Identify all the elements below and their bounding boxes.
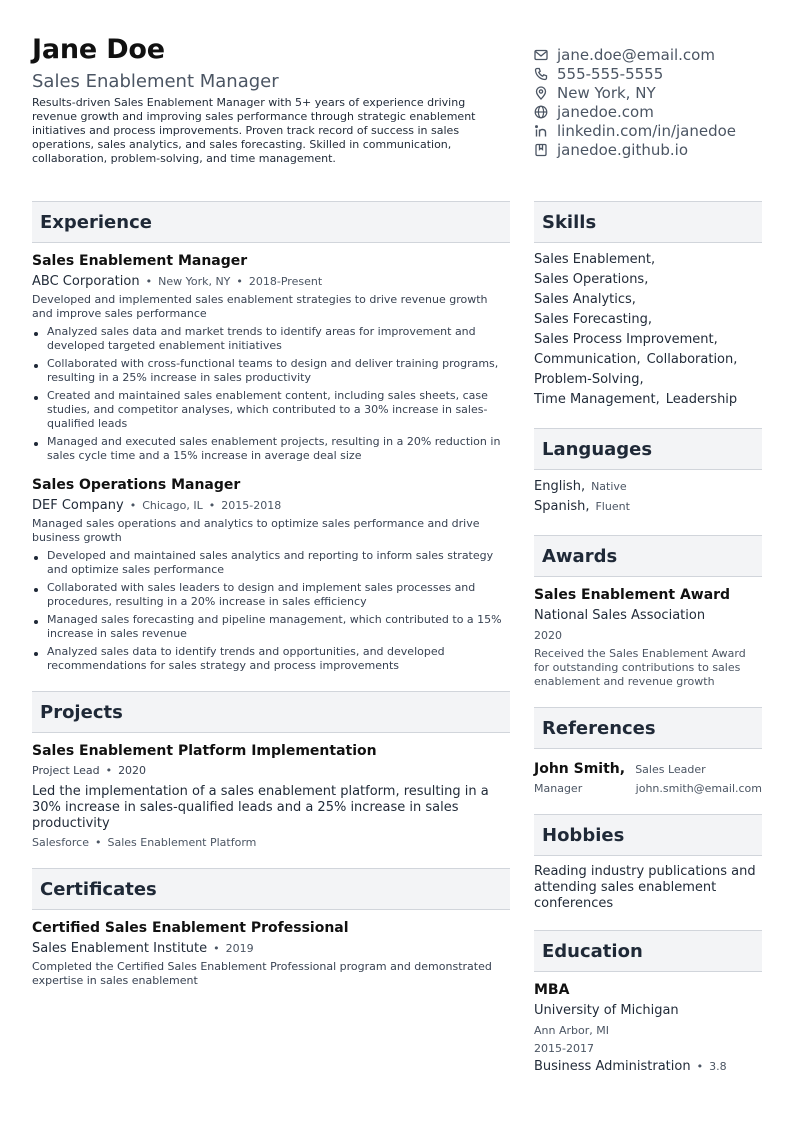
education-field-row [534,1058,762,1076]
separator-dot: • [236,275,243,288]
education-gpa: 3.8 [709,1060,727,1073]
education-section [534,930,762,1076]
certificate-meta [32,940,510,958]
skill-row [534,250,762,270]
experience-section [32,201,510,673]
contact-website[interactable] [534,102,762,121]
skill-item: Communication, [534,352,641,367]
award-description: Received the Sales Enablement Award for outstanding contributions to sales enablement and revenue growth [534,647,746,688]
language-name: Spanish, [534,499,590,514]
contact-list [534,45,762,166]
languages-section [534,428,762,517]
left-column [32,201,510,1094]
contact-phone-text: 555-555-5555 [557,64,664,83]
awards-heading: Awards [534,535,762,577]
bookmark-page-icon [534,143,548,157]
resume-body [32,201,762,1094]
job-location: Chicago, IL [142,499,203,512]
skills-heading: Skills [534,201,762,243]
contact-email[interactable] [534,45,762,64]
project-keyword: Salesforce [32,836,89,849]
languages-list [534,477,762,517]
job-dates: 2018-Present [248,275,323,288]
separator-dot: • [213,942,220,955]
job-bullets [32,549,510,673]
mail-icon [534,48,548,62]
skills-list [534,250,762,410]
job-title: Sales Operations Manager [32,477,241,493]
education-heading: Education [534,930,762,972]
education-entry [534,981,762,1076]
resume-header [32,34,762,166]
education-degree: MBA [534,982,570,998]
skill-row [534,290,762,310]
phone-icon [534,67,548,81]
experience-entry [32,252,510,463]
project-year: 2020 [118,764,147,777]
job-summary: Developed and implemented sales enablement strategies to drive revenue growth and improve sales performance [32,293,488,320]
linkedin-icon [534,124,548,138]
award-entry [534,586,762,689]
candidate-name: Jane Doe [32,34,165,65]
project-description: Led the implementation of a sales enablement platform, resulting in a 30% increase in sales-qualified leads and a 25% increase in sales productivity [32,784,489,831]
right-column [534,201,762,1094]
certificates-heading: Certificates [32,868,510,910]
contact-linkedin-text[interactable]: linkedin.com/in/janedoe [557,121,737,140]
languages-heading: Languages [534,428,762,470]
bullet-item: Collaborated with sales leaders to design and implement sales processes and procedures, resulting in a 20% increase in sales efficiency [32,581,510,609]
projects-section [32,691,510,850]
skill-row [534,390,762,410]
contact-location [534,83,762,102]
references-heading: References [534,707,762,749]
language-item [534,477,762,497]
job-company: DEF Company [32,498,124,513]
resume-page [32,34,762,1094]
contact-phone[interactable] [534,64,762,83]
header-left [32,34,510,166]
bullet-item: Analyzed sales data and market trends to identify areas for improvement and developed targeted enablement initiatives [32,325,510,353]
contact-email-text[interactable]: jane.doe@email.com [557,45,715,64]
bullet-item: Collaborated with cross-functional teams to design and deliver training programs, resulting in a 25% increase in sales productivity [32,357,510,385]
project-keywords [32,836,510,850]
project-role: Project Lead [32,764,100,777]
bullet-item: Analyzed sales data to identify trends and opportunities, and developed recommendations for sales strategy and process improvements [32,645,510,673]
certificate-entry [32,919,510,988]
experience-entry [32,476,510,673]
contact-github-text[interactable]: janedoe.github.io [557,140,689,159]
project-entry [32,742,510,850]
award-organization: National Sales Association [534,608,706,623]
language-item [534,497,762,517]
education-dates: 2015-2017 [534,1042,594,1055]
separator-dot: • [105,764,113,777]
globe-icon [534,105,548,119]
award-title: Sales Enablement Award [534,587,731,603]
skill-row [534,310,762,330]
certificate-issuer: Sales Enablement Institute [32,941,208,956]
language-level: Native [591,480,627,493]
skill-item: Collaboration, [646,352,738,367]
reference-header [534,758,762,778]
job-company: ABC Corporation [32,274,140,289]
projects-heading: Projects [32,691,510,733]
bullet-item: Managed sales forecasting and pipeline management, which contributed to a 15% increase in sales revenue [32,613,510,641]
job-title: Sales Enablement Manager [32,253,248,269]
bullet-item: Developed and maintained sales analytics and reporting to inform sales strategy and optimize sales performance [32,549,510,577]
skill-item: Sales Enablement, [534,252,656,267]
reference-details [534,782,762,796]
separator-dot: • [94,836,102,849]
separator-dot: • [145,275,153,288]
skill-row [534,370,762,390]
education-location: Ann Arbor, MI [534,1024,609,1037]
contact-website-text[interactable]: janedoe.com [557,102,654,121]
job-location: New York, NY [158,275,231,288]
separator-dot: • [129,499,137,512]
skill-item: Leadership [665,392,738,407]
project-keyword: Sales Enablement Platform [107,836,257,849]
hobbies-text: Reading industry publications and attending sales enablement conferences [534,864,756,911]
job-meta [32,497,510,515]
separator-dot: • [696,1060,704,1073]
job-summary: Managed sales operations and analytics to optimize sales performance and drive business growth [32,517,480,544]
skill-row [534,350,762,370]
certificate-description: Completed the Certified Sales Enablement Professional program and demonstrated expertise in sales enablement [32,960,492,987]
contact-github[interactable] [534,140,762,159]
certificate-year: 2019 [225,942,254,955]
awards-section [534,535,762,689]
reference-email[interactable]: john.smith@email.com [635,782,762,795]
skill-item: Sales Process Improvement, [534,332,718,347]
skill-row [534,270,762,290]
skills-section [534,201,762,410]
contact-location-text: New York, NY [557,83,656,102]
reference-name: John Smith, [534,761,626,777]
hobbies-section [534,814,762,912]
language-level: Fluent [595,500,630,513]
project-title: Sales Enablement Platform Implementation [32,743,377,759]
hobbies-heading: Hobbies [534,814,762,856]
bullet-item: Managed and executed sales enablement projects, resulting in a 20% reduction in sales cycle time and a 15% increase in average deal size [32,435,510,463]
reference-position: Sales Leader [635,763,706,776]
project-meta [32,762,510,780]
bullet-item: Created and maintained sales enablement content, including sales sheets, case studies, and competitor analyses, which contributed to a 30% increase in sales-qualified leads [32,389,510,431]
skill-item: Time Management, [534,392,660,407]
skill-item: Problem-Solving, [534,372,644,387]
job-dates: 2015-2018 [221,499,282,512]
references-section [534,707,762,796]
award-year: 2020 [534,629,562,642]
education-school: University of Michigan [534,1003,679,1018]
skill-row [534,330,762,350]
language-name: English, [534,479,586,494]
candidate-summary: Results-driven Sales Enablement Manager with 5+ years of experience driving revenue growth and improving sales performance through strategic enablement initiatives and process improvements. Proven track record of success in sales operations, sales analytics, and sales forecasting. Skilled in communication, collaboration, problem-solving, and time management. [32,96,476,165]
contact-linkedin[interactable] [534,121,762,140]
reference-entry [534,758,762,796]
skill-item: Sales Operations, [534,272,649,287]
certificates-section [32,868,510,988]
map-pin-icon [534,86,548,100]
education-field: Business Administration [534,1059,691,1074]
skill-item: Sales Forecasting, [534,312,652,327]
experience-heading: Experience [32,201,510,243]
certificate-title: Certified Sales Enablement Professional [32,920,349,936]
skill-item: Sales Analytics, [534,292,636,307]
candidate-title: Sales Enablement Manager [32,71,279,92]
separator-dot: • [208,499,216,512]
reference-relation: Manager [534,782,583,795]
job-meta [32,273,510,291]
job-bullets [32,325,510,463]
